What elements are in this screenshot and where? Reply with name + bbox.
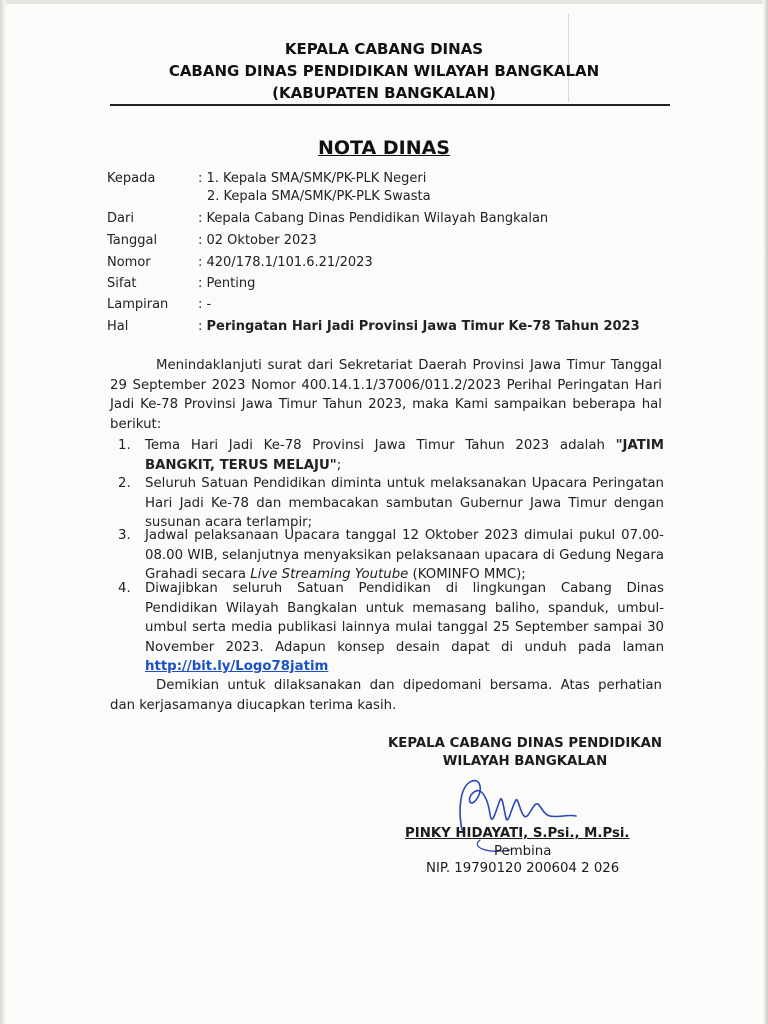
- list-item-text-part: (KOMINFO MMC);: [408, 567, 526, 582]
- closing-text: Demikian untuk dilaksanakan dan dipedomani bersama. Atas perhatian dan kerjasamanya diucapkan terima kasih.: [110, 678, 662, 713]
- kepada-label: Kepada: [107, 171, 156, 186]
- list-item-text: Seluruh Satuan Pendidikan diminta untuk melaksanakan Upacara Peringatan Hari Jadi Ke-78 dan membacakan sambutan Gubernur Jawa Timur dengan susunan acara terlampir;: [145, 476, 664, 530]
- sifat-label: Sifat: [107, 276, 137, 291]
- hal-field: [198, 319, 640, 334]
- design-download-link[interactable]: http://bit.ly/Logo78jatim: [145, 659, 329, 674]
- intro-text: Menindaklanjuti surat dari Sekretariat Daerah Provinsi Jawa Timur Tanggal 29 September 2023 Nomor 400.14.1.1/37006/011.2/2023 Perihal Peringatan Hari Jadi Ke-78 Provinsi Jawa Timur Tahun 2023, maka Kami sampaikan beberapa hal berikut:: [110, 358, 662, 432]
- list-item-number: 1.: [118, 438, 131, 453]
- document-title: NOTA DINAS: [318, 137, 450, 159]
- hal-label: Hal: [107, 319, 129, 334]
- letterhead-line-2: CABANG DINAS PENDIDIKAN WILAYAH BANGKALAN: [168, 62, 600, 80]
- signatory-nip: NIP. 19790120 200604 2 026: [426, 861, 620, 876]
- signatory-title-1: KEPALA CABANG DINAS PENDIDIKAN: [387, 736, 662, 751]
- list-item: [118, 436, 664, 475]
- list-item-text-part: Jadwal pelaksanaan Upacara tanggal 12 Oktober 2023 dimulai pukul 07.00-08.00 WIB, selanjutnya menyaksikan pelaksanaan upacara di Gedung Negara Grahadi secara: [145, 528, 664, 582]
- streaming-text: Live Streaming Youtube: [250, 567, 409, 582]
- list-item-text-part: ;: [336, 457, 342, 473]
- lampiran-label: Lampiran: [107, 297, 169, 312]
- letterhead-line-3: (KABUPATEN BANGKALAN): [272, 84, 496, 102]
- list-item-text: [145, 436, 664, 475]
- list-item-number: 3.: [118, 528, 131, 543]
- signatory-rank: Pembina: [494, 844, 552, 859]
- list-item: [118, 579, 664, 677]
- sifat-value: : Penting: [198, 276, 256, 291]
- list-item-text-part: Tema Hari Jadi Ke-78 Provinsi Jawa Timur Tahun 2023 adalah: [145, 438, 616, 453]
- letterhead-line-1: KEPALA CABANG DINAS: [284, 40, 484, 58]
- closing-paragraph: [110, 676, 662, 715]
- letterhead-divider: [110, 104, 670, 106]
- signatory-name: PINKY HIDAYATI, S.Psi., M.Psi.: [405, 826, 630, 841]
- signatory-title-2: WILAYAH BANGKALAN: [442, 754, 608, 769]
- kepada-value-1: : 1. Kepala SMA/SMK/PK-PLK Negeri: [198, 171, 427, 186]
- lampiran-value: : -: [198, 297, 212, 312]
- dari-value: : Kepala Cabang Dinas Pendidikan Wilayah Bangkalan: [198, 211, 549, 226]
- nomor-label: Nomor: [107, 255, 151, 270]
- list-item: [118, 526, 664, 585]
- hal-value: Peringatan Hari Jadi Provinsi Jawa Timur Ke-78 Tahun 2023: [206, 319, 640, 334]
- tanggal-value: : 02 Oktober 2023: [198, 233, 317, 248]
- letterhead: [0, 38, 768, 104]
- intro-paragraph: [110, 356, 662, 434]
- list-item-number: 4.: [118, 581, 131, 596]
- list-item-text: [145, 526, 664, 585]
- dari-label: Dari: [107, 211, 134, 226]
- list-item-number: 2.: [118, 476, 131, 491]
- list-item-text-part: Diwajibkan seluruh Satuan Pendidikan di lingkungan Cabang Dinas Pendidikan Wilayah Bangkalan untuk memasang baliho, spanduk, umbul-umbul serta media publikasi lainnya mulai tanggal 25 September sampai 30 November 2023. Adapun konsep desain dapat di unduh pada laman: [145, 581, 664, 655]
- list-item: [118, 474, 664, 533]
- nomor-value: : 420/178.1/101.6.21/2023: [198, 255, 373, 270]
- hal-colon: :: [198, 319, 207, 334]
- scan-edge-top: [0, 0, 768, 4]
- list-item-text: [145, 579, 664, 677]
- kepada-value-2: 2. Kepala SMA/SMK/PK-PLK Swasta: [207, 189, 431, 204]
- theme-text: "JATIM BANGKIT, TERUS MELAJU": [145, 438, 664, 473]
- tanggal-label: Tanggal: [107, 233, 158, 248]
